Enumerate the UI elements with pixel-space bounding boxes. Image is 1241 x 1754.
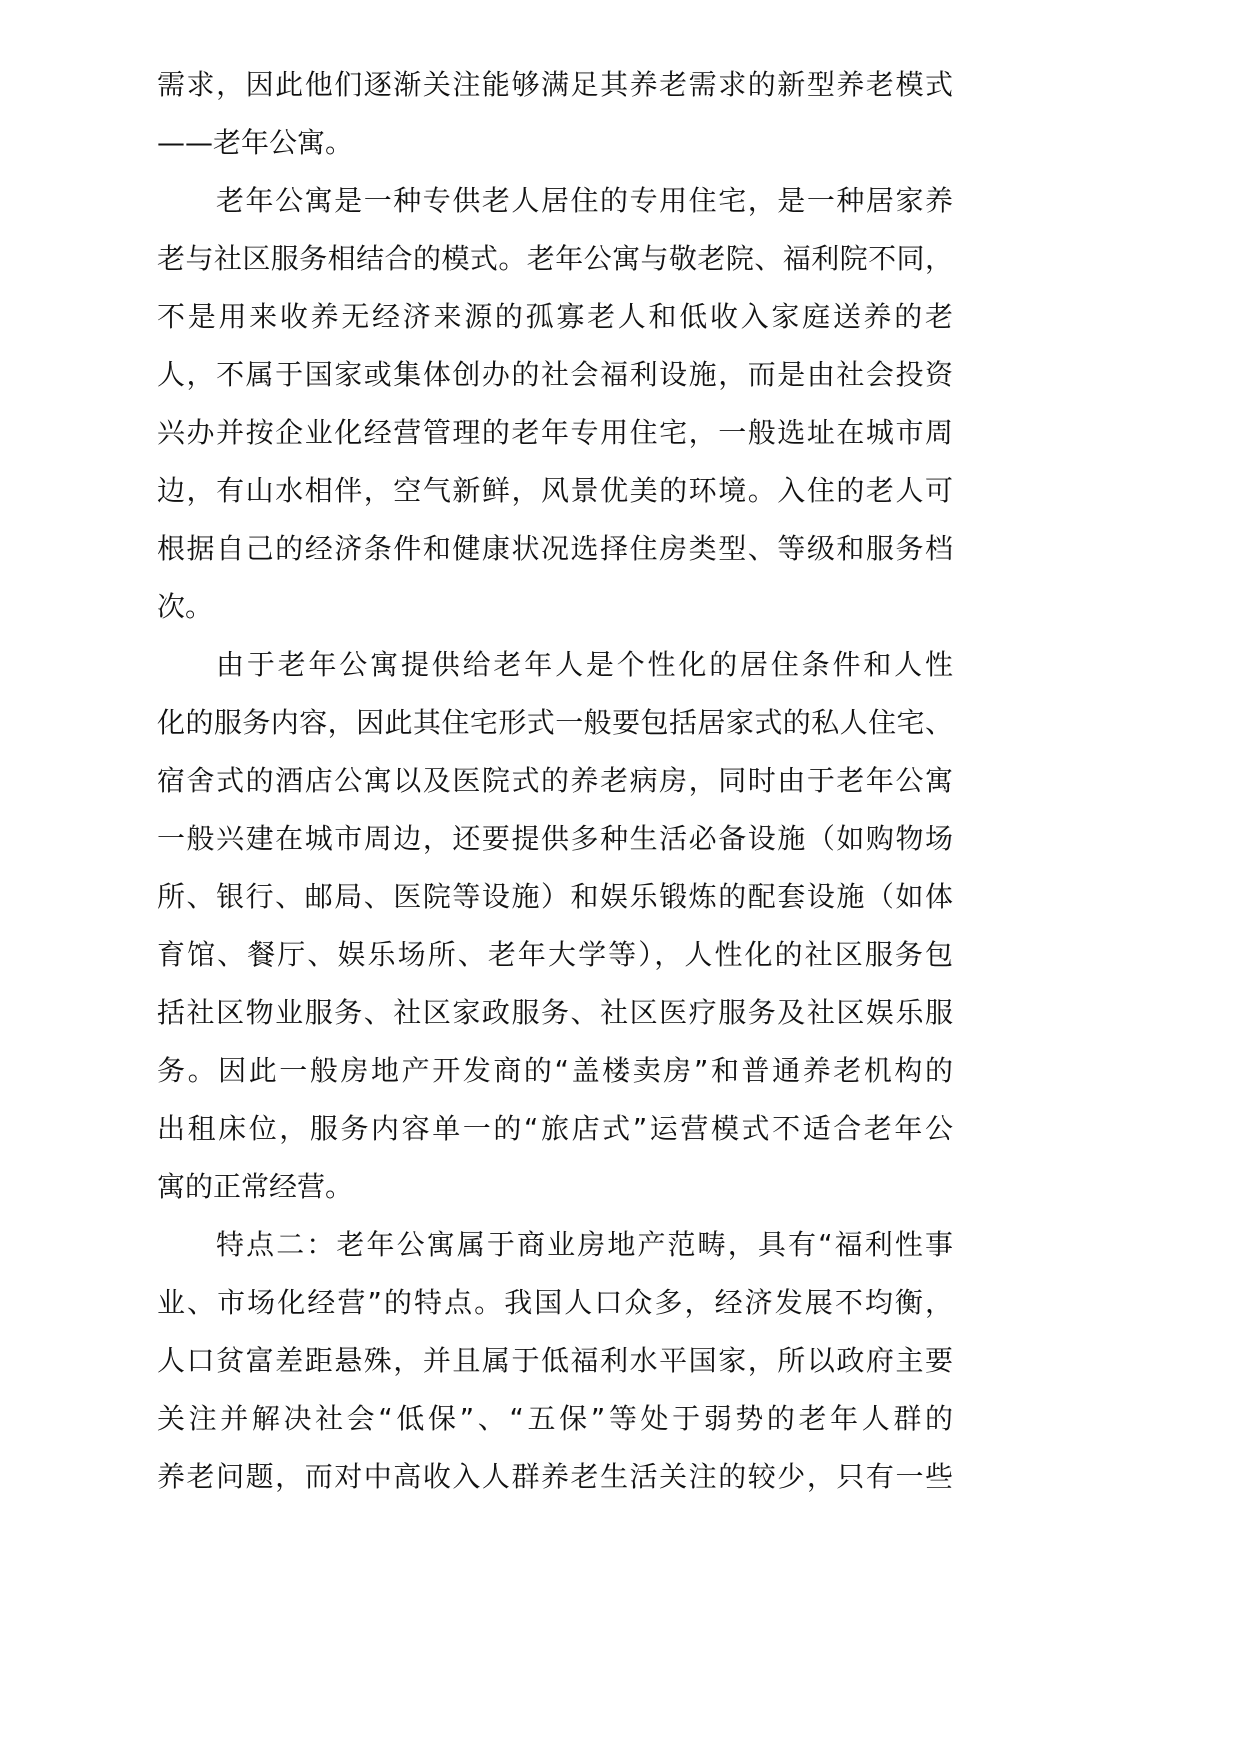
text-line: 需求，因此他们逐渐关注能够满足其养老需求的新型养老模式 xyxy=(157,68,953,101)
text-line: 人口贫富差距悬殊，并且属于低福利水平国家，所以政府主要 xyxy=(157,1344,953,1377)
text-line: 出租床位，服务内容单一的“旅店式”运营模式不适合老年公 xyxy=(157,1112,953,1145)
text-line: 兴办并按企业化经营管理的老年专用住宅，一般选址在城市周 xyxy=(157,416,953,449)
text-line: 宿舍式的酒店公寓以及医院式的养老病房，同时由于老年公寓 xyxy=(157,764,953,797)
text-line: 老与社区服务相结合的模式。老年公寓与敬老院、福利院不同， xyxy=(157,242,953,275)
text-line: 务。因此一般房地产开发商的“盖楼卖房”和普通养老机构的 xyxy=(157,1054,953,1087)
paragraph xyxy=(157,56,953,172)
text-line: 化的服务内容，因此其住宅形式一般要包括居家式的私人住宅、 xyxy=(157,706,953,739)
text-line: 括社区物业服务、社区家政服务、社区医疗服务及社区娱乐服 xyxy=(157,996,953,1029)
text-line: ——老年公寓。 xyxy=(157,126,354,159)
document-page xyxy=(157,56,953,1506)
text-line: 老年公寓是一种专供老人居住的专用住宅，是一种居家养 xyxy=(216,184,953,217)
text-line: 特点二：老年公寓属于商业房地产范畴，具有“福利性事 xyxy=(216,1228,953,1261)
text-line: 次。 xyxy=(157,590,214,623)
text-line: 业、市场化经营”的特点。我国人口众多，经济发展不均衡， xyxy=(157,1286,953,1319)
paragraph xyxy=(157,1216,953,1506)
text-line: 人，不属于国家或集体创办的社会福利设施，而是由社会投资 xyxy=(157,358,953,391)
text-line: 根据自己的经济条件和健康状况选择住房类型、等级和服务档 xyxy=(157,532,953,565)
text-line: 关注并解决社会“低保”、“五保”等处于弱势的老年人群的 xyxy=(157,1402,953,1435)
text-line: 由于老年公寓提供给老年人是个性化的居住条件和人性 xyxy=(216,648,953,681)
paragraph xyxy=(157,636,953,1216)
text-line: 养老问题，而对中高收入人群养老生活关注的较少，只有一些 xyxy=(157,1460,953,1493)
text-line: 不是用来收养无经济来源的孤寡老人和低收入家庭送养的老 xyxy=(157,300,953,333)
text-line: 所、银行、邮局、医院等设施）和娱乐锻炼的配套设施（如体 xyxy=(157,880,953,913)
text-line: 育馆、餐厅、娱乐场所、老年大学等），人性化的社区服务包 xyxy=(157,938,953,971)
paragraph xyxy=(157,172,953,636)
text-line: 一般兴建在城市周边，还要提供多种生活必备设施（如购物场 xyxy=(157,822,953,855)
text-line: 边，有山水相伴，空气新鲜，风景优美的环境。入住的老人可 xyxy=(157,474,953,507)
text-line: 寓的正常经营。 xyxy=(157,1170,354,1203)
